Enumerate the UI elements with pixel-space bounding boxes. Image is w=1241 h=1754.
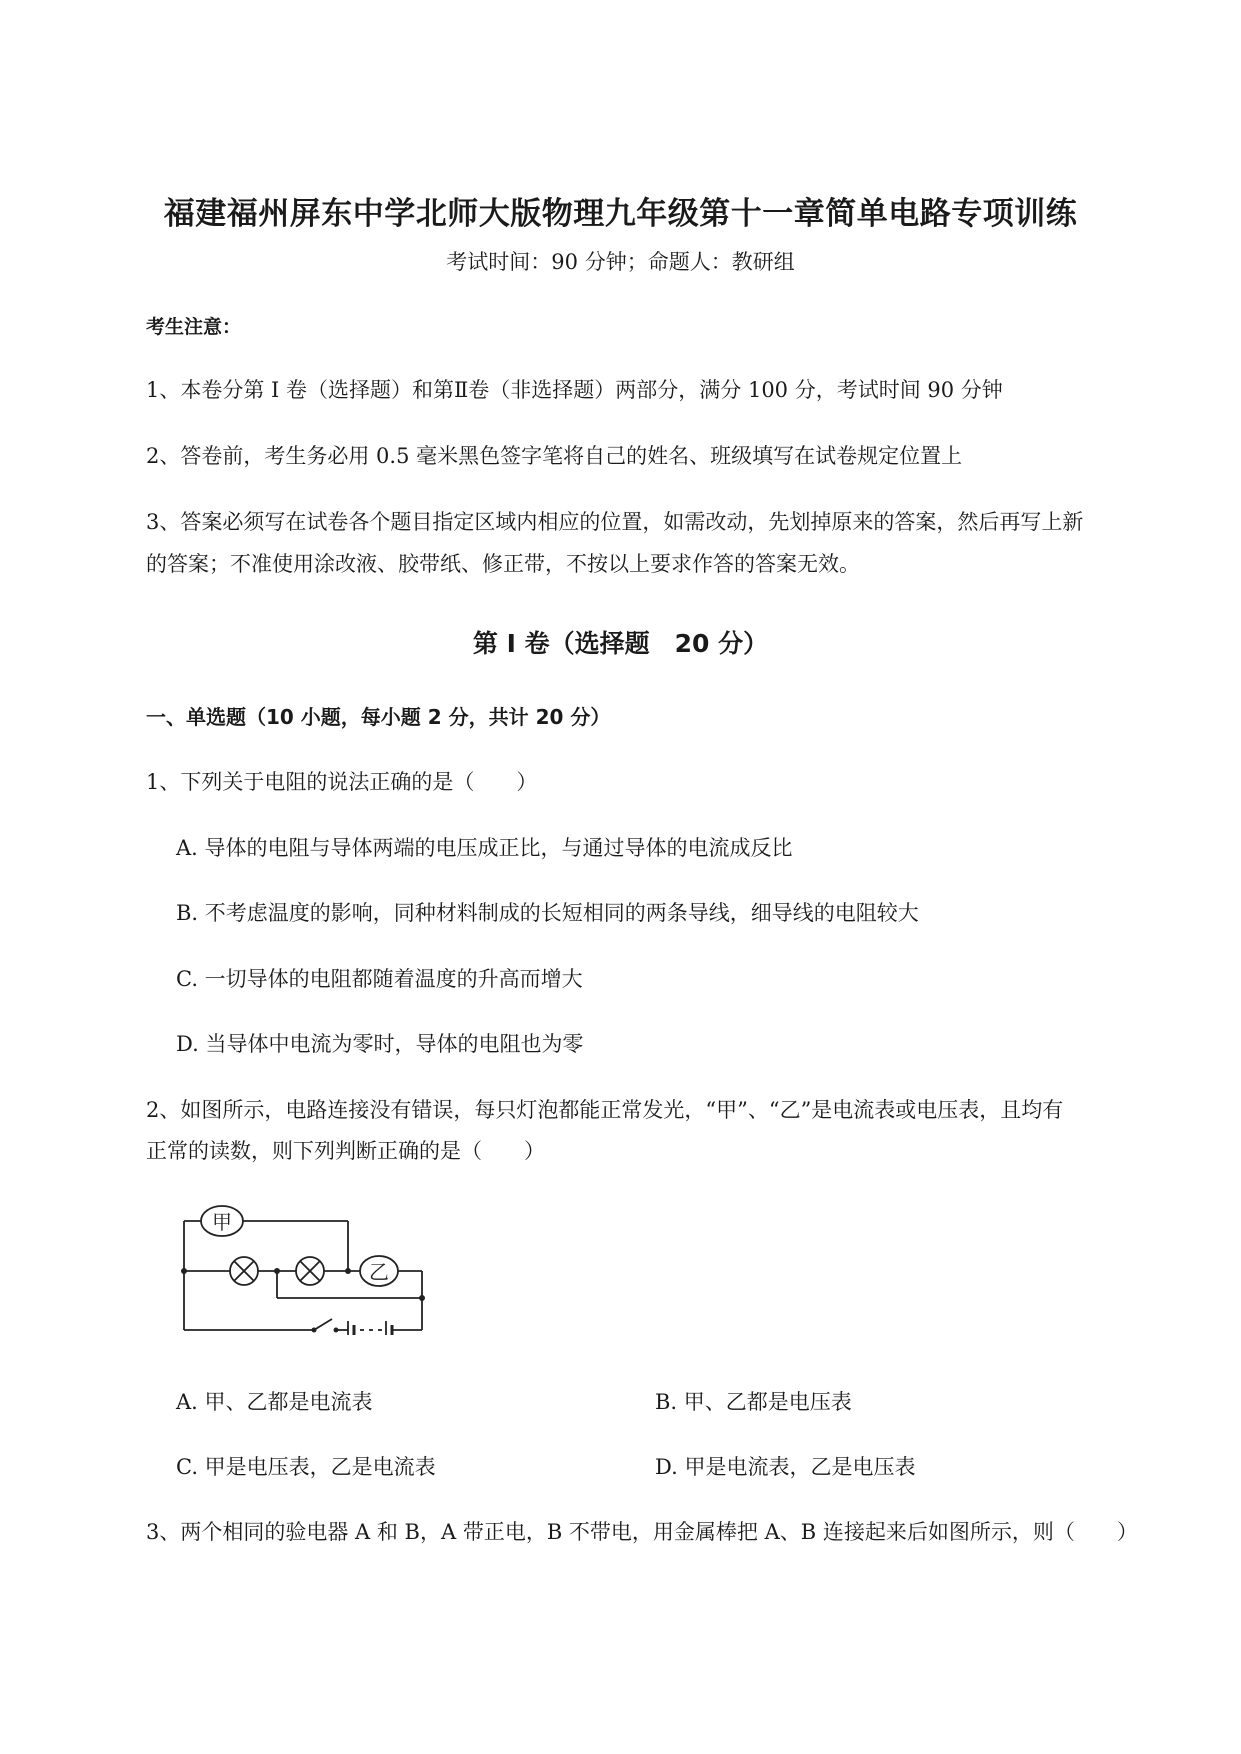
- meter-yi-label: 乙: [369, 1260, 389, 1284]
- exam-info: 考试时间：90 分钟；命题人：教研组: [446, 250, 795, 274]
- notice-item-continued: 的答案；不准使用涂改液、胶带纸、修正带，不按以上要求作答的答案无效。: [146, 552, 860, 576]
- question-1-option-c: C. 一切导体的电阻都随着温度的升高而增大: [176, 967, 583, 991]
- notice-heading: 考生注意：: [146, 316, 242, 338]
- section-title: 第 I 卷（选择题 20 分）: [472, 629, 769, 658]
- question-2-option-d: D. 甲是电流表，乙是电压表: [655, 1455, 916, 1479]
- page-title: 福建福州屏东中学北师大版物理九年级第十一章简单电路专项训练: [163, 196, 1078, 232]
- circuit-diagram: [176, 1195, 432, 1335]
- question-2-stem-continued: 正常的读数，则下列判断正确的是（ ）: [146, 1139, 545, 1163]
- notice-item: 2、答卷前，考生务必用 0.5 毫米黑色签字笔将自己的姓名、班级填写在试卷规定位置上: [146, 444, 963, 468]
- question-1-option-b: B. 不考虑温度的影响，同种材料制成的长短相同的两条导线，细导线的电阻较大: [176, 901, 919, 925]
- question-1-option-a: A. 导体的电阻与导体两端的电压成正比，与通过导体的电流成反比: [176, 836, 793, 860]
- question-2-option-b: B. 甲、乙都是电压表: [655, 1390, 852, 1414]
- question-2-stem: 2、如图所示，电路连接没有错误，每只灯泡都能正常发光，“甲”、“乙”是电流表或电压表，且均有: [146, 1098, 1064, 1122]
- question-2-option-c: C. 甲是电压表，乙是电流表: [176, 1455, 436, 1479]
- question-1-option-d: D. 当导体中电流为零时，导体的电阻也为零: [176, 1032, 584, 1056]
- meter-jia-label: 甲: [212, 1210, 232, 1234]
- notice-item: 1、本卷分第 I 卷（选择题）和第Ⅱ卷（非选择题）两部分，满分 100 分，考试时间 90 分钟: [146, 378, 1003, 402]
- question-3-stem: 3、两个相同的验电器 A 和 B，A 带正电，B 不带电，用金属棒把 A、B 连接起来后如图所示，则（ ）: [146, 1520, 1138, 1544]
- question-2-option-a: A. 甲、乙都是电流表: [176, 1390, 373, 1414]
- question-1-stem: 1、下列关于电阻的说法正确的是（ ）: [146, 770, 538, 794]
- part-heading: 一、单选题（10 小题，每小题 2 分，共计 20 分）: [146, 705, 611, 729]
- notice-item: 3、答案必须写在试卷各个题目指定区域内相应的位置，如需改动，先划掉原来的答案，然后再写上新: [146, 510, 1084, 534]
